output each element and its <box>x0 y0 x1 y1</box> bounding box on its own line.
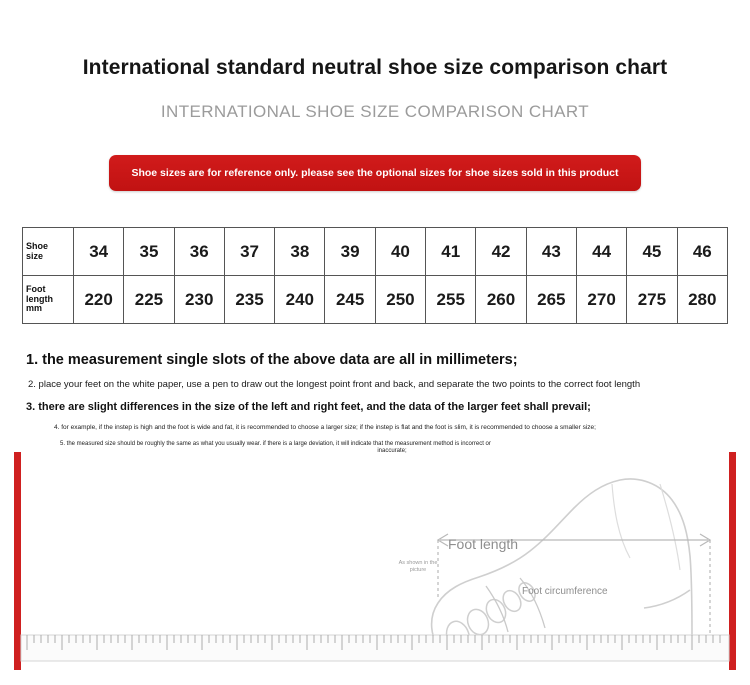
table-row-shoe-size <box>23 228 728 276</box>
cell-foot-length: 245 <box>325 276 375 324</box>
cell-foot-length: 235 <box>224 276 274 324</box>
row-header-shoe-size-line1: Shoe <box>26 241 49 252</box>
instruction-item-5-text: 5. the measured size should be roughly the same as what you usually wear. if there is a large deviation, it will indicate that the measurement method is incorrect or <box>60 441 491 447</box>
row-header-shoe-size <box>23 228 74 276</box>
cell-shoe-size: 42 <box>476 228 526 276</box>
table-row-foot-length <box>23 276 728 324</box>
size-table-wrap <box>22 227 728 324</box>
row-header-foot-length <box>23 276 74 324</box>
foot-circumference-label: Foot circumference <box>522 586 608 597</box>
cell-foot-length: 225 <box>124 276 174 324</box>
foot-diagram-svg <box>0 440 750 685</box>
instruction-item-2: 2. place your feet on the white paper, use a pen to draw out the longest point front and back, and separate the two points to the correct foot length <box>28 379 641 390</box>
cell-shoe-size: 37 <box>224 228 274 276</box>
cell-shoe-size: 38 <box>275 228 325 276</box>
cell-foot-length: 250 <box>375 276 425 324</box>
ruler-body <box>21 635 729 661</box>
diagram-left-red-bar <box>14 452 21 670</box>
instruction-item-5-continuation: inaccurate; <box>377 448 407 454</box>
page-title: International standard neutral shoe size comparison chart <box>82 56 668 79</box>
cell-foot-length: 265 <box>526 276 576 324</box>
size-comparison-table <box>22 227 728 324</box>
row-header-foot-length-line2: length <box>26 293 53 304</box>
cell-foot-length: 240 <box>275 276 325 324</box>
cell-shoe-size: 34 <box>74 228 124 276</box>
page-subtitle: INTERNATIONAL SHOE SIZE COMPARISON CHART <box>160 102 590 121</box>
row-header-foot-length-line3: mm <box>26 303 43 314</box>
cell-shoe-size: 35 <box>124 228 174 276</box>
foot-length-label: Foot length <box>448 536 519 552</box>
cell-foot-length: 255 <box>426 276 476 324</box>
cell-foot-length: 230 <box>174 276 224 324</box>
cell-shoe-size: 46 <box>677 228 727 276</box>
cell-foot-length: 270 <box>576 276 626 324</box>
diagram-right-red-bar <box>729 452 736 670</box>
cell-foot-length: 220 <box>74 276 124 324</box>
foot-measurement-diagram <box>0 440 750 685</box>
row-header-shoe-size-line2: size <box>26 250 44 261</box>
cell-foot-length: 275 <box>627 276 677 324</box>
cell-shoe-size: 40 <box>375 228 425 276</box>
instruction-item-1: 1. the measurement single slots of the above data are all in millimeters; <box>26 352 518 368</box>
instruction-item-3: 3. there are slight differences in the size of the left and right feet, and the data of the larger feet shall prevail; <box>26 401 591 413</box>
instructions-list <box>26 352 724 454</box>
cell-shoe-size: 41 <box>426 228 476 276</box>
cell-shoe-size: 36 <box>174 228 224 276</box>
notice-banner: Shoe sizes are for reference only. please see the optional sizes for shoe sizes sold in this product <box>109 155 640 191</box>
cell-foot-length: 260 <box>476 276 526 324</box>
instruction-item-5 <box>60 441 724 454</box>
as-shown-in-picture-label: As shown in the picture <box>398 560 438 573</box>
cell-shoe-size: 43 <box>526 228 576 276</box>
notice-banner-wrap <box>0 155 750 191</box>
cell-shoe-size: 44 <box>576 228 626 276</box>
cell-shoe-size: 39 <box>325 228 375 276</box>
ruler <box>21 635 729 661</box>
instruction-item-4: 4. for example, if the instep is high and the foot is wide and fat, it is recommended to choose a larger size; if the instep is flat and the foot is slim, it is recommended to choose a smaller size; <box>54 424 596 431</box>
cell-shoe-size: 45 <box>627 228 677 276</box>
row-header-foot-length-line1: Foot <box>26 284 46 295</box>
cell-foot-length: 280 <box>677 276 727 324</box>
